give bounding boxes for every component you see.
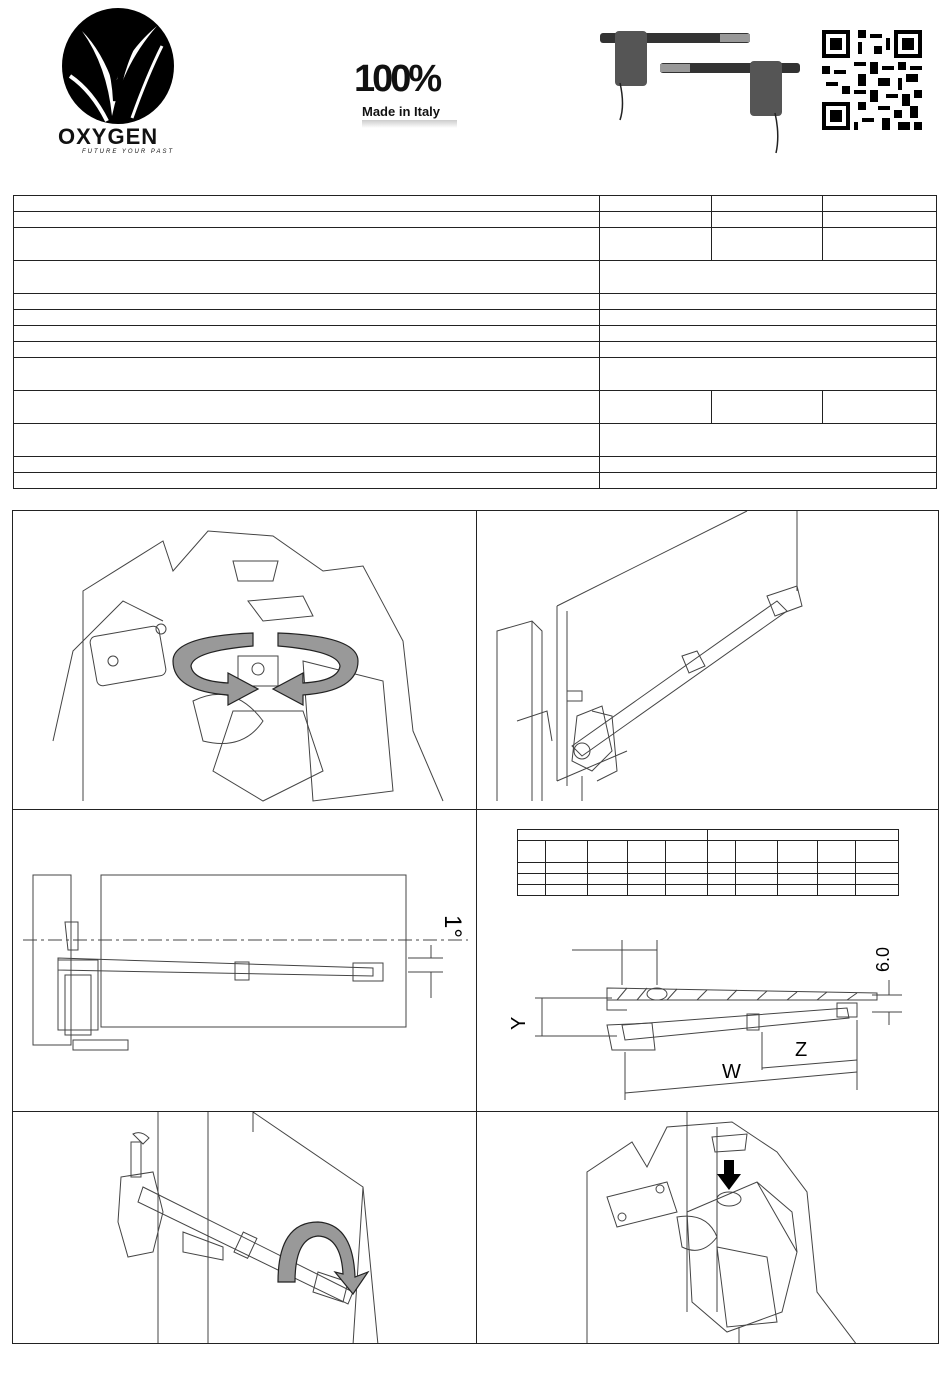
qr-code (822, 30, 922, 130)
dimension-w-label: W (722, 1061, 741, 1083)
panel-alignment (12, 809, 477, 1112)
table-row (14, 212, 937, 228)
table-row (14, 196, 937, 212)
table-row (14, 391, 937, 424)
press-down-arrow-icon (717, 1160, 741, 1190)
product-image (590, 25, 810, 155)
dimension-y-label: Y (508, 1016, 530, 1030)
table-row (14, 473, 937, 489)
specification-table (13, 195, 937, 489)
badge-text: Made in Italy (362, 104, 441, 119)
logo-emblem-icon (52, 6, 182, 131)
rotation-arrow-right-icon (273, 633, 358, 705)
table-row (14, 424, 937, 457)
table-row (14, 326, 937, 342)
made-in-italy-badge (352, 60, 467, 135)
table-row (14, 228, 937, 261)
panel-installed-actuator (476, 510, 939, 810)
oxygen-logo (52, 6, 182, 161)
rotation-arrow-icon (278, 1222, 368, 1294)
dimension-z-label: Z (795, 1039, 808, 1061)
badge-reflection (362, 120, 457, 128)
brand-name: OXYGEN (58, 124, 159, 149)
panel-release-key (12, 510, 477, 810)
panel-dimensions (476, 809, 939, 1112)
alignment-angle-label: 1° (439, 915, 466, 938)
badge-number: 100% (354, 58, 440, 100)
brand-tagline: FUTURE YOUR PAST (82, 149, 175, 155)
dimension-gap-label: 6.0 (873, 946, 893, 972)
table-row (14, 342, 937, 358)
table-row (14, 310, 937, 326)
table-row (14, 358, 937, 391)
panel-lock-release (476, 1111, 939, 1344)
table-row (14, 261, 937, 294)
table-row (14, 294, 937, 310)
table-row (14, 457, 937, 473)
panel-rotate-bracket (12, 1111, 477, 1344)
